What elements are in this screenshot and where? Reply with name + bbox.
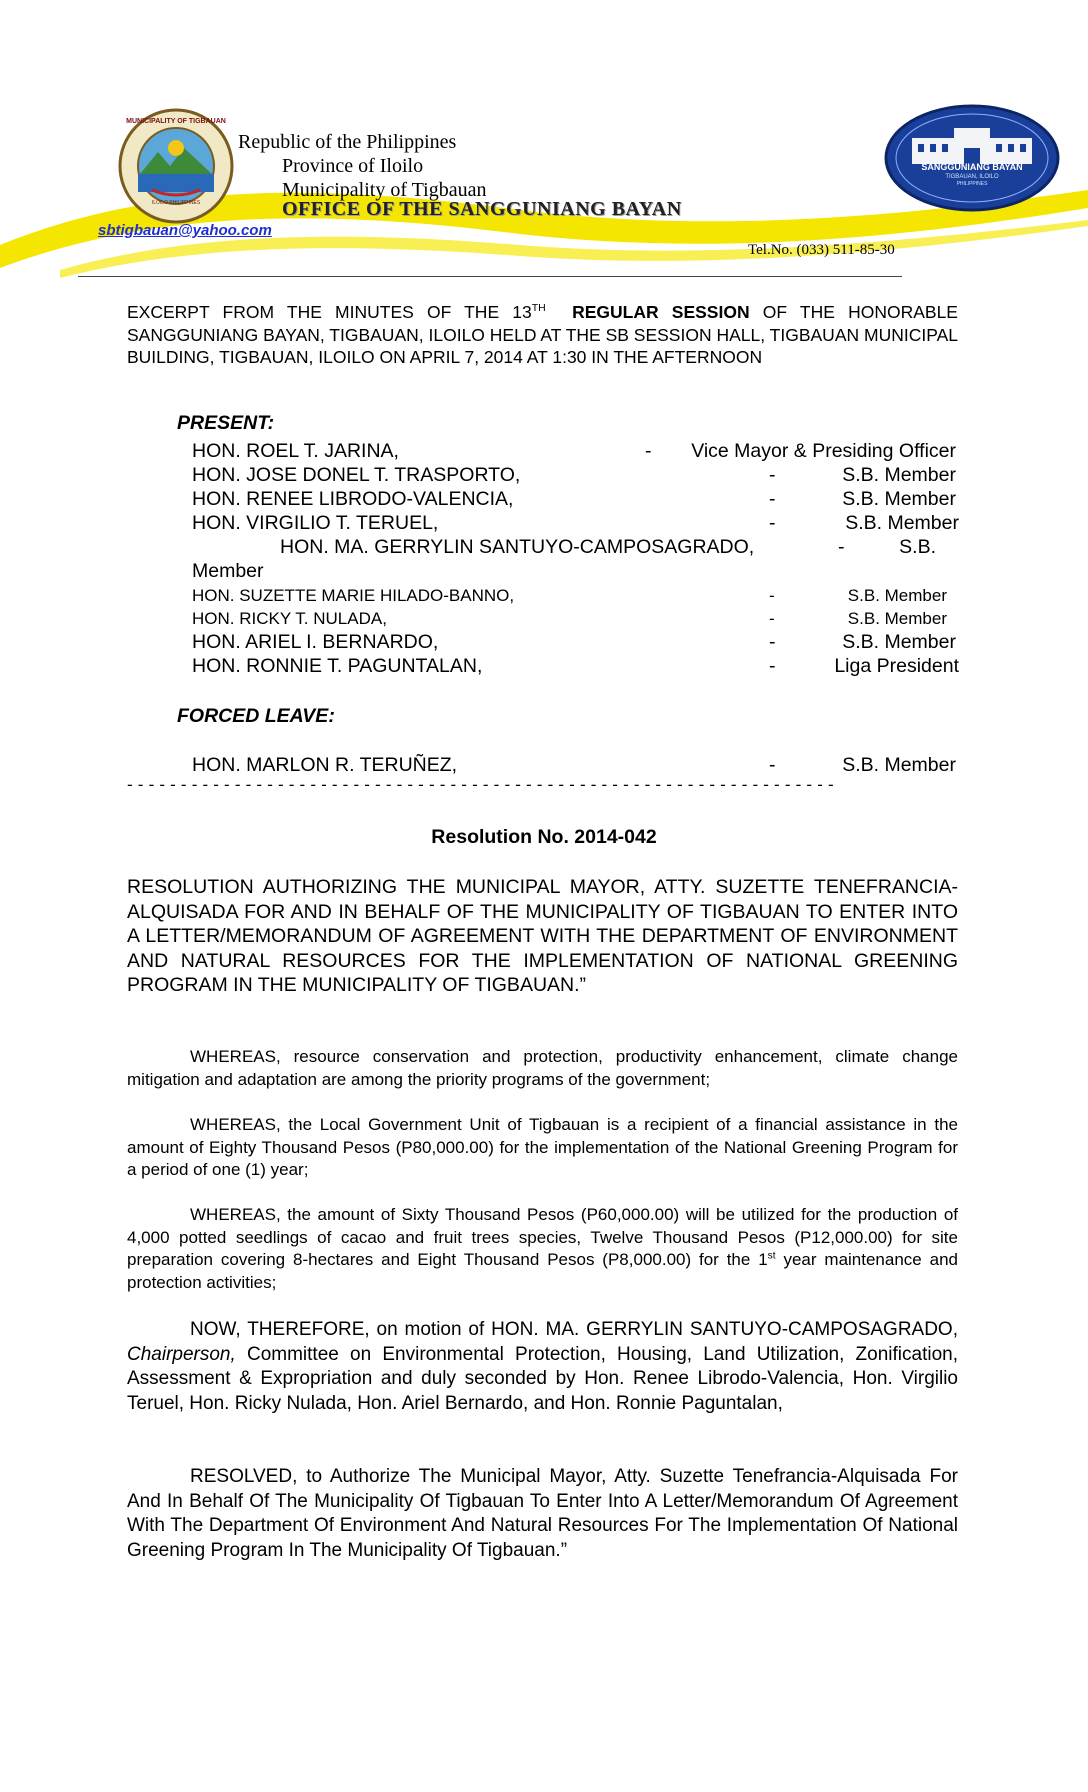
member-position: S.B. Member <box>842 631 956 653</box>
sangguniang-bayan-seal-logo <box>884 104 1060 212</box>
whereas-paragraph-1: WHEREAS, resource conservation and protection, productivity enhancement, climate change mitigation and adaptation are among the priority programs of the government; <box>127 1047 958 1089</box>
seal-right-title: SANGGUNIANG BAYAN <box>921 162 1023 172</box>
member-name: HON. VIRGILIO T. TERUEL, <box>192 512 439 534</box>
member-position: S.B. Member <box>842 464 956 486</box>
member-position: S.B. <box>899 536 936 558</box>
email-link[interactable]: sbtigbauan@yahoo.com <box>98 222 272 239</box>
member-position: S.B. Member <box>842 754 956 776</box>
member-dash: - <box>769 586 775 605</box>
telephone-number: Tel.No. (033) 511-85-30 <box>748 242 895 258</box>
forced-leave-label: FORCED LEAVE: <box>177 705 335 727</box>
dashed-separator: - - - - - - - - - - - - - - - - - - - - - - - - - - - - - - - - - - - - - - - - - - - - - - - - - - - - - - - - - - - - - - - - - - <box>127 775 834 794</box>
resolution-title: RESOLUTION AUTHORIZING THE MUNICIPAL MAYOR, ATTY. SUZETTE TENEFRANCIA-ALQUISADA FOR AND IN BEHALF OF THE MUNICIPALITY OF TIGBAUAN TO ENTER INTO A LETTER/MEMORANDUM OF AGREEMENT WITH THE DEPARTMENT OF ENVIRONMENT AND NATURAL RESOURCES FOR THE IMPLEMENTATION OF NATIONAL GREENING PROGRAM IN THE MUNICIPALITY OF TIGBAUAN.” <box>127 876 958 996</box>
member-dash: - <box>645 440 652 462</box>
excerpt-paragraph: EXCERPT FROM THE MINUTES OF THE 13TH REGULAR SESSION OF THE HONORABLE SANGGUNIANG BAYAN, TIGBAUAN, ILOILO HELD AT THE SB SESSION HALL, TIGBAUAN MUNICIPAL BUILDING, TIGBAUAN, ILOILO ON APRIL 7, 2014 AT 1:30 IN THE AFTERNOON <box>127 302 958 367</box>
member-position: S.B. Member <box>847 586 947 605</box>
member-dash: - <box>769 754 776 776</box>
member-position: S.B. Member <box>847 609 947 628</box>
member-dash: - <box>769 609 775 628</box>
seal-left-text: MUNICIPALITY OF TIGBAUAN <box>126 118 226 125</box>
now-therefore-paragraph: NOW, THEREFORE, on motion of HON. MA. GERRYLIN SANTUYO-CAMPOSAGRADO, Chairperson, Committee on Environmental Protection, Housing, Land Utilization, Zonification, Assessment & Expropriation and duly seconded by Hon. Renee Librodo-Valencia, Hon. Virgilio Teruel, Hon. Ricky Nulada, Hon. Ariel Bernardo, and Hon. Ronnie Paguntalan, <box>127 1319 958 1414</box>
member-position-wrap: Member <box>192 560 264 582</box>
member-position: Liga President <box>834 655 959 677</box>
header-republic: Republic of the Philippines <box>238 131 457 153</box>
member-name: HON. ARIEL I. BERNARDO, <box>192 631 439 653</box>
member-name: HON. ROEL T. JARINA, <box>192 440 399 462</box>
whereas-paragraph-3: WHEREAS, the amount of Sixty Thousand Pesos (P60,000.00) will be utilized for the production of 4,000 potted seedlings of cacao and fruit trees species, Twelve Thousand Pesos (P12,000.00) for site preparation covering 8-hectares and Eight Thousand Pesos (P8,000.00) for the 1st year maintenance and protection activities; <box>127 1205 958 1292</box>
present-label: PRESENT: <box>177 412 275 434</box>
member-name: HON. RICKY T. NULADA, <box>192 609 387 628</box>
member-position: S.B. Member <box>845 512 959 534</box>
member-name: HON. RENEE LIBRODO-VALENCIA, <box>192 488 514 510</box>
member-dash: - <box>769 655 776 677</box>
seal-left-bottom-text: ILOILO PHILIPPINES <box>151 200 201 206</box>
whereas-paragraph-2: WHEREAS, the Local Government Unit of Tigbauan is a recipient of a financial assistance in the amount of Eighty Thousand Pesos (P80,000.00) for the implementation of the National Greening Program for a period of one (1) year; <box>127 1115 958 1179</box>
member-dash: - <box>769 488 776 510</box>
member-dash: - <box>769 512 776 534</box>
member-position: Vice Mayor & Presiding Officer <box>691 440 956 462</box>
municipality-seal-logo <box>118 108 234 224</box>
header-municipality: Municipality of Tigbauan <box>282 179 487 201</box>
resolution-number: Resolution No. 2014-042 <box>431 826 657 848</box>
member-name: HON. RONNIE T. PAGUNTALAN, <box>192 655 483 677</box>
member-dash: - <box>769 631 776 653</box>
member-dash: - <box>838 536 845 558</box>
member-name: HON. SUZETTE MARIE HILADO-BANNO, <box>192 586 515 605</box>
member-dash: - <box>769 464 776 486</box>
header-office-title: OFFICE OF THE SANGGUNIANG BAYAN <box>282 198 682 220</box>
header-province: Province of Iloilo <box>282 155 424 177</box>
member-name: HON. JOSE DONEL T. TRASPORTO, <box>192 464 521 486</box>
member-position: S.B. Member <box>842 488 956 510</box>
header-divider <box>78 276 902 277</box>
resolved-paragraph: RESOLVED, to Authorize The Municipal Mayor, Atty. Suzette Tenefrancia-Alquisada For And In Behalf Of The Municipality Of Tigbauan To Enter Into A Letter/Memorandum Of Agreement With The Department Of Environment And Natural Resources For The Implementation Of National Greening Program In The Municipality Of Tigbauan.” <box>127 1466 958 1561</box>
seal-right-subtitle: TIGBAUAN, ILOILO <box>945 174 999 180</box>
seal-right-country: PHILIPPINES <box>956 181 988 187</box>
member-name: HON. MARLON R. TERUÑEZ, <box>192 754 458 776</box>
member-name: HON. MA. GERRYLIN SANTUYO-CAMPOSAGRADO, <box>280 536 755 558</box>
